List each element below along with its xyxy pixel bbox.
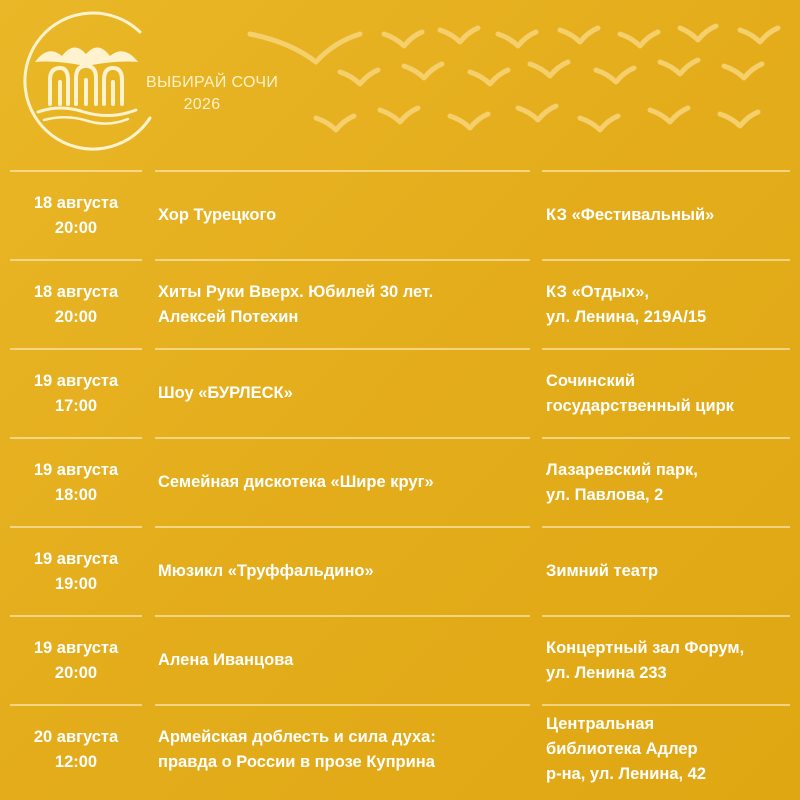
event-date: 19 августа <box>33 460 119 479</box>
event-title-text: Алена Иванцова <box>158 651 294 669</box>
event-venue-text: Лазаревский парк, ул. Павлова, 2 <box>546 460 698 504</box>
event-venue <box>546 172 796 259</box>
event-datetime <box>10 617 142 704</box>
event-venue <box>546 261 796 348</box>
event-datetime <box>10 172 142 259</box>
event-title-text: Шоу «БУРЛЕСК» <box>158 384 293 402</box>
event-title <box>158 528 533 615</box>
event-venue <box>546 617 796 704</box>
event-time: 19:00 <box>54 574 98 593</box>
event-venue-text: КЗ «Отдых», ул. Ленина, 219А/15 <box>546 282 707 326</box>
event-title <box>158 617 533 704</box>
event-venue-text: Концертный зал Форум, ул. Ленина 233 <box>546 638 745 682</box>
schedule-row <box>0 348 800 437</box>
event-title-text: Армейская доблесть и сила духа: правда о России в прозе Куприна <box>158 727 436 771</box>
event-time: 20:00 <box>54 663 98 682</box>
event-title <box>158 706 533 793</box>
event-date: 19 августа <box>33 638 119 657</box>
event-datetime <box>10 528 142 615</box>
event-time: 12:00 <box>54 752 98 771</box>
event-date: 19 августа <box>33 549 119 568</box>
event-title <box>158 439 533 526</box>
brand-line-1: ВЫБИРАЙ СОЧИ <box>146 74 279 91</box>
schedule-row <box>0 615 800 704</box>
schedule-row <box>0 170 800 259</box>
event-venue <box>546 528 796 615</box>
event-time: 20:00 <box>54 307 98 326</box>
schedule-table <box>0 170 800 793</box>
event-venue <box>546 350 796 437</box>
event-title-text: Мюзикл «Труффальдино» <box>158 562 374 580</box>
event-venue <box>546 439 796 526</box>
event-datetime <box>10 706 142 793</box>
schedule-row <box>0 259 800 348</box>
schedule-row <box>0 704 800 793</box>
event-datetime <box>10 350 142 437</box>
event-title <box>158 261 533 348</box>
header <box>0 0 800 170</box>
event-title <box>158 172 533 259</box>
event-date: 20 августа <box>33 727 119 746</box>
event-time: 17:00 <box>54 396 98 415</box>
seagulls-decoration-icon <box>0 0 800 170</box>
event-datetime <box>10 439 142 526</box>
event-venue-text: Зимний театр <box>546 562 659 580</box>
event-time: 18:00 <box>54 485 98 504</box>
schedule-row <box>0 526 800 615</box>
event-venue-text: Сочинский государственный цирк <box>546 371 734 415</box>
schedule-row <box>0 437 800 526</box>
brand-line-2: 2026 <box>183 96 221 113</box>
event-time: 20:00 <box>54 218 98 237</box>
event-datetime <box>10 261 142 348</box>
event-venue-text: Центральная библиотека Адлер р-на, ул. Ленина, 42 <box>546 715 707 783</box>
event-title-text: Хиты Руки Вверх. Юбилей 30 лет. Алексей Потехин <box>158 282 434 326</box>
event-title <box>158 350 533 437</box>
event-date: 18 августа <box>33 282 119 301</box>
event-title-text: Хор Турецкого <box>158 206 277 224</box>
event-date: 18 августа <box>33 193 119 212</box>
event-title-text: Семейная дискотека «Шире круг» <box>158 473 434 491</box>
event-date: 19 августа <box>33 371 119 390</box>
event-venue <box>546 706 796 793</box>
event-venue-text: КЗ «Фестивальный» <box>546 206 715 224</box>
